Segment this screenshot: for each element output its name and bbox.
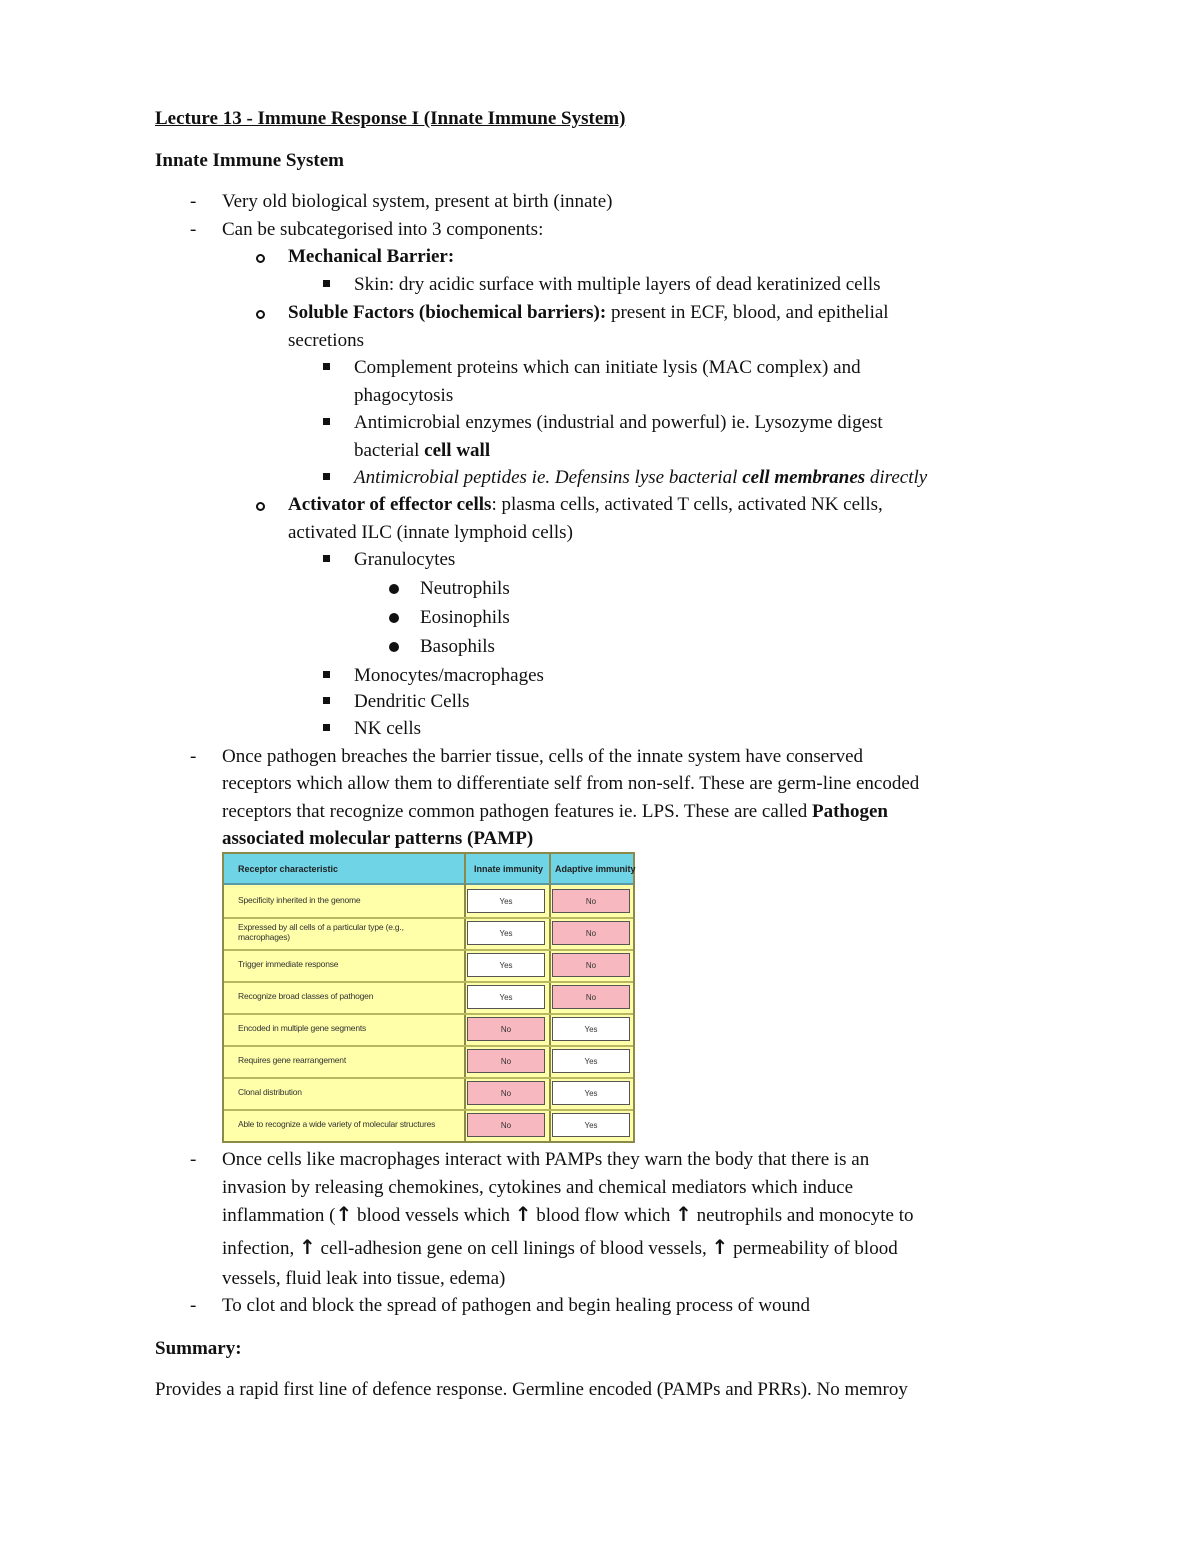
square-bullet-icon — [323, 724, 330, 731]
dot-bullet-icon — [389, 584, 399, 594]
peptides-text-end: directly — [865, 467, 928, 488]
list-item: Can be subcategorised into 3 components: — [222, 219, 544, 240]
table-cell: Yes — [552, 1017, 630, 1041]
dash-bullet: - — [190, 1295, 197, 1316]
table-header-cell: Receptor characteristic — [238, 864, 339, 874]
text-span: cell-adhesion gene on cell linings of blood vessels, — [315, 1238, 712, 1259]
table-cell: No — [467, 1113, 545, 1137]
table-cell: No — [552, 985, 630, 1009]
list-item: Neutrophils — [420, 578, 510, 599]
table-row-label: Expressed by all cells of a particular type (e.g., macrophages) — [238, 922, 404, 942]
list-item: Once pathogen breaches the barrier tissue, cells of the innate system have conserved — [222, 746, 863, 767]
table-cell: No — [552, 889, 630, 913]
text-span: blood flow which — [531, 1205, 676, 1226]
square-bullet-icon — [323, 473, 330, 480]
cell-wall-term: cell wall — [424, 440, 491, 461]
circle-bullet-icon — [256, 502, 265, 511]
text-span: neutrophils and monocyte to — [691, 1205, 914, 1226]
up-arrow-icon: ↑ — [299, 1235, 316, 1259]
list-item-continued: phagocytosis — [354, 385, 454, 406]
list-item-continued: vessels, fluid leak into tissue, edema) — [222, 1268, 506, 1289]
dot-bullet-icon — [389, 642, 399, 652]
list-item: Eosinophils — [420, 607, 510, 628]
pathogen-term: Pathogen — [812, 801, 888, 822]
list-item: Very old biological system, present at birth (innate) — [222, 191, 613, 212]
pamp-term: associated molecular patterns (PAMP) — [222, 828, 534, 849]
summary-text: Provides a rapid first line of defence response. Germline encoded (PAMPs and PRRs). No memroy — [155, 1379, 908, 1400]
table-row-label: Specificity inherited in the genome — [238, 895, 361, 905]
table-cell: No — [467, 1049, 545, 1073]
table-row-label: Clonal distribution — [238, 1087, 302, 1097]
list-item-continued: activated ILC (innate lymphoid cells) — [288, 522, 573, 543]
square-bullet-icon — [323, 555, 330, 562]
list-item: Granulocytes — [354, 549, 456, 570]
up-arrow-icon: ↑ — [675, 1202, 692, 1226]
up-arrow-icon: ↑ — [335, 1202, 353, 1226]
up-arrow-icon: ↑ — [514, 1202, 532, 1226]
table-cell: Yes — [467, 889, 545, 913]
list-item: Monocytes/macrophages — [354, 665, 544, 686]
circle-bullet-icon — [256, 310, 265, 319]
receptor-comparison-table — [222, 852, 635, 1143]
dash-bullet: - — [190, 1149, 197, 1170]
up-arrow-icon: ↑ — [711, 1235, 729, 1259]
table-row-label: Encoded in multiple gene segments — [238, 1023, 367, 1033]
square-bullet-icon — [323, 418, 330, 425]
activator-text: : plasma cells, activated T cells, activated NK cells, — [491, 494, 883, 515]
table-header-cell: Innate immunity — [474, 864, 544, 874]
list-item-continued: receptors which allow them to differentiate self from non-self. These are germ-line encoded — [222, 773, 920, 794]
table-cell: No — [467, 1081, 545, 1105]
square-bullet-icon — [323, 671, 330, 678]
table-row-label: Recognize broad classes of pathogen — [238, 991, 374, 1001]
list-item: To clot and block the spread of pathogen and begin healing process of wound — [222, 1295, 811, 1316]
table-row-label: Trigger immediate response — [238, 959, 339, 969]
enzymes-text: bacterial — [354, 440, 425, 461]
table-cell: No — [552, 921, 630, 945]
list-item: Skin: dry acidic surface with multiple layers of dead keratinized cells — [354, 274, 881, 295]
summary-heading: Summary: — [155, 1338, 242, 1359]
dash-bullet: - — [190, 219, 197, 240]
square-bullet-icon — [323, 280, 330, 287]
table-cell: Yes — [467, 953, 545, 977]
page-title: Lecture 13 - Immune Response I (Innate Immune System) — [155, 108, 626, 129]
list-item-continued: invasion by releasing chemokines, cytokines and chemical mediators which induce — [222, 1177, 854, 1198]
list-item: NK cells — [354, 718, 422, 739]
dash-bullet: - — [190, 191, 197, 212]
square-bullet-icon — [323, 697, 330, 704]
section-heading: Innate Immune System — [155, 150, 344, 171]
table-header-cell: Adaptive immunity — [555, 864, 636, 874]
soluble-label: Soluble Factors (biochemical barriers): — [288, 302, 607, 323]
list-item-continued: secretions — [288, 330, 364, 351]
soluble-text: present in ECF, blood, and epithelial — [606, 302, 889, 323]
table-cell: No — [467, 1017, 545, 1041]
peptides-text: Antimicrobial peptides ie. Defensins lyse bacterial — [354, 467, 743, 488]
text-span: inflammation ( — [222, 1205, 336, 1226]
table-row-label: Able to recognize a wide variety of molecular structures — [238, 1119, 436, 1129]
table-row-label: Requires gene rearrangement — [238, 1055, 347, 1065]
cell-membranes-term: cell membranes — [742, 467, 866, 488]
list-item-continued — [354, 440, 490, 462]
dot-bullet-icon — [389, 613, 399, 623]
activator-label: Activator of effector cells — [288, 494, 492, 515]
list-item: Complement proteins which can initiate lysis (MAC complex) and — [354, 357, 861, 378]
list-item-continued — [222, 1203, 913, 1227]
list-item: Once cells like macrophages interact with PAMPs they warn the body that there is an — [222, 1149, 870, 1170]
text-span: blood vessels which — [352, 1205, 515, 1226]
list-item: Antimicrobial enzymes (industrial and powerful) ie. Lysozyme digest — [354, 412, 883, 433]
table-cell: Yes — [467, 921, 545, 945]
table-cell: Yes — [467, 985, 545, 1009]
text-span: infection, — [222, 1238, 300, 1259]
circle-bullet-icon — [256, 254, 265, 263]
square-bullet-icon — [323, 363, 330, 370]
list-item: Dendritic Cells — [354, 691, 470, 712]
list-item — [288, 494, 883, 516]
list-item — [354, 467, 927, 489]
list-item-continued — [222, 1236, 898, 1260]
dash-bullet: - — [190, 746, 197, 767]
pathogen-text: receptors that recognize common pathogen features ie. LPS. These are called — [222, 801, 812, 822]
table-cell: Yes — [552, 1081, 630, 1105]
text-span: permeability of blood — [728, 1238, 898, 1259]
list-item-continued — [222, 801, 888, 823]
table-cell: Yes — [552, 1113, 630, 1137]
list-item: Basophils — [420, 636, 495, 657]
table-cell: Yes — [552, 1049, 630, 1073]
list-item: Mechanical Barrier: — [288, 246, 455, 267]
list-item — [288, 302, 889, 324]
table-cell: No — [552, 953, 630, 977]
